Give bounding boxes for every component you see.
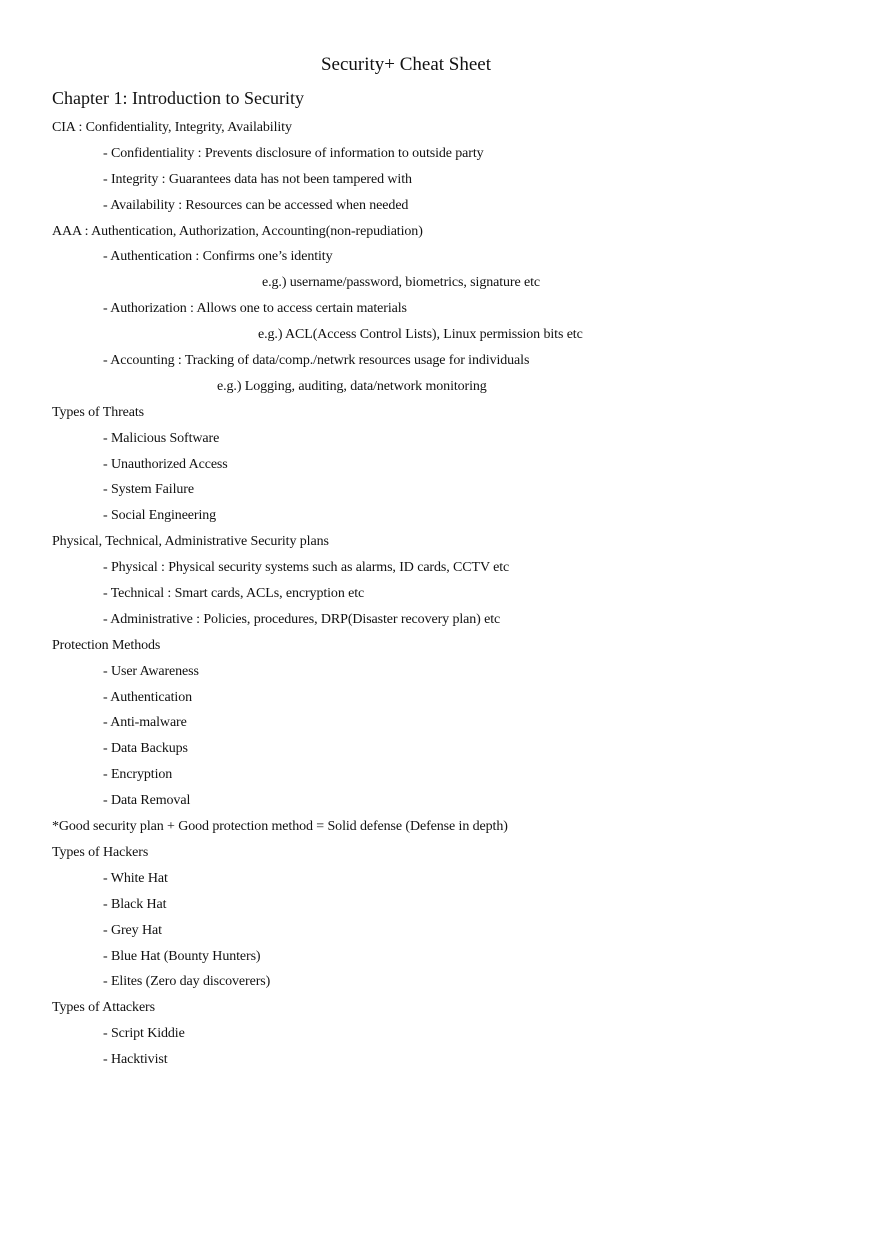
plan-administrative-item: - Administrative : Policies, procedures, DRP(Disaster recovery plan) etc [103,611,501,627]
threat-list-item: - System Failure [103,482,194,498]
attacker-list-item: - Script Kiddie [103,1026,185,1042]
aaa-accounting-item: - Accounting : Tracking of data/comp./netwrk resources usage for individuals [103,353,530,369]
protection-list-item: - Encryption [103,767,173,783]
protection-list-item: - Data Backups [103,741,188,757]
plan-technical-item: - Technical : Smart cards, ACLs, encryption etc [103,586,365,602]
threat-list-item: - Malicious Software [103,430,220,446]
plan-physical-item: - Physical : Physical security systems such as alarms, ID cards, CCTV etc [103,560,510,576]
document-body [52,117,852,1075]
defense-in-depth-note: *Good security plan + Good protection method = Solid defense (Defense in depth) [52,819,508,835]
cia-confidentiality-item: - Confidentiality : Prevents disclosure of information to outside party [103,145,484,161]
hackers-heading: Types of Hackers [52,844,149,860]
cia-heading: CIA : Confidentiality, Integrity, Availability [52,120,292,135]
aaa-authorization-example: e.g.) ACL(Access Control Lists), Linux permission bits etc [258,327,583,343]
threat-list-item: - Social Engineering [103,508,217,524]
threat-list-item: - Unauthorized Access [103,456,228,472]
aaa-authorization-item: - Authorization : Allows one to access certain materials [103,301,407,317]
hacker-list-item: - Elites (Zero day discoverers) [103,974,271,990]
security-plans-heading: Physical, Technical, Administrative Security plans [52,534,329,550]
protection-methods-heading: Protection Methods [52,637,161,653]
hacker-list-item: - Black Hat [103,896,167,912]
cia-availability-item: - Availability : Resources can be accessed when needed [103,197,409,213]
page-title: Security+ Cheat Sheet [320,54,492,75]
hacker-list-item: - Blue Hat (Bounty Hunters) [103,948,261,964]
cia-integrity-item: - Integrity : Guarantees data has not been tampered with [103,171,412,187]
attackers-heading: Types of Attackers [52,1000,155,1016]
threats-heading: Types of Threats [52,404,145,420]
hacker-list-item: - White Hat [103,870,168,886]
aaa-heading: AAA : Authentication, Authorization, Accounting(non-repudiation) [52,223,423,239]
protection-list-item: - Authentication [103,689,192,705]
aaa-authentication-example: e.g.) username/password, biometrics, signature etc [262,275,541,291]
chapter-title: Chapter 1: Introduction to Security [52,88,304,108]
protection-list-item: - Data Removal [103,793,191,809]
protection-list-item: - Anti-malware [103,715,187,731]
aaa-accounting-example: e.g.) Logging, auditing, data/network monitoring [217,378,487,394]
aaa-authentication-item: - Authentication : Confirms one’s identity [103,249,333,265]
hacker-list-item: - Grey Hat [103,922,162,938]
attacker-list-item: - Hacktivist [103,1052,168,1068]
protection-list-item: - User Awareness [103,663,199,679]
